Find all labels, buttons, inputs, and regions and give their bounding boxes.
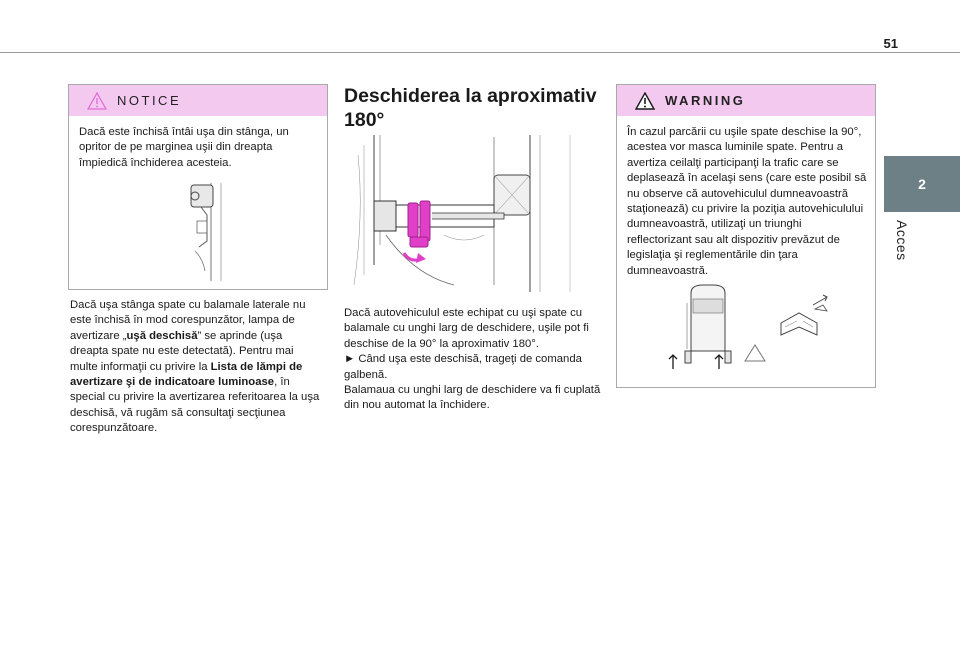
chapter-label: Acces [894,220,910,261]
chapter-number: 2 [918,176,926,192]
header-rule [0,52,960,53]
left-body-text [70,298,322,437]
notice-text: Dacă este închisă întâi uşa din stânga, un opritor de pe marginea uşii din dreapta împiedică închiderea acesteia. [79,126,289,169]
notice-title: NOTICE [117,93,182,108]
warning-triangle-icon [635,92,655,110]
left-text-c: ” se aprinde (uşa dreapta spate nu este detectată). Pentru mai multe informaţii cu privire la [70,329,294,373]
middle-text-3: Balamaua cu unghi larg de deschidere va fi cuplată din nou automat la închidere. [344,384,601,412]
page-number: 51 [883,36,898,51]
left-text-a: Dacă uşa stânga spate cu balamale laterale nu este închisă în mod corespunzător, lampa de avertizare „ [70,299,306,342]
warning-box [616,84,876,388]
left-text-bold-2: Lista de lămpi de avertizare şi de indicatoare luminoase [70,360,303,389]
hinge-illustration [344,135,606,292]
notice-header [69,85,327,116]
warning-triangle-icon [87,92,107,110]
warning-title: WARNING [665,93,746,108]
chapter-tab[interactable] [884,156,960,212]
middle-text-1: Dacă autovehiculul este echipat cu uşi spate cu balamale cu unghi larg de deschidere, uşile pot fi deschise de la 90° la aproximativ 180°. [344,307,589,350]
van-parked-illustration [657,283,837,379]
section-title: Deschiderea la aproximativ 180° [344,85,597,131]
middle-text-2: ► Când uşa este deschisă, trageţi de comanda galbenă. [344,353,582,381]
notice-box [68,84,328,290]
door-stop-illustration [181,181,231,285]
warning-header [617,85,875,116]
warning-text: În cazul parcării cu uşile spate deschise la 90°, acestea vor masca luminile spate. Pentru a avertiza ceilalţi participanţi la trafic care se deplasează în acelaşi sens (care este posibil să nu observe că autovehiculul dumneavoastră staţionează) cu privire la poziţia autovehiculului dumneavoastră, utilizaţi un triunghi reflectorizant sau alt dispozitiv prevăzut de legislaţia şi reglementările din ţara dumneavoastră. [627,126,867,277]
left-text-e: , în special cu privire la avertizarea referitoarea la uşa deschisă, vă rugăm să consultaţi secţiunea corespunzătoare. [70,376,320,435]
left-text-bold-1: uşă deschisă [126,329,198,342]
middle-body-text [344,306,606,414]
